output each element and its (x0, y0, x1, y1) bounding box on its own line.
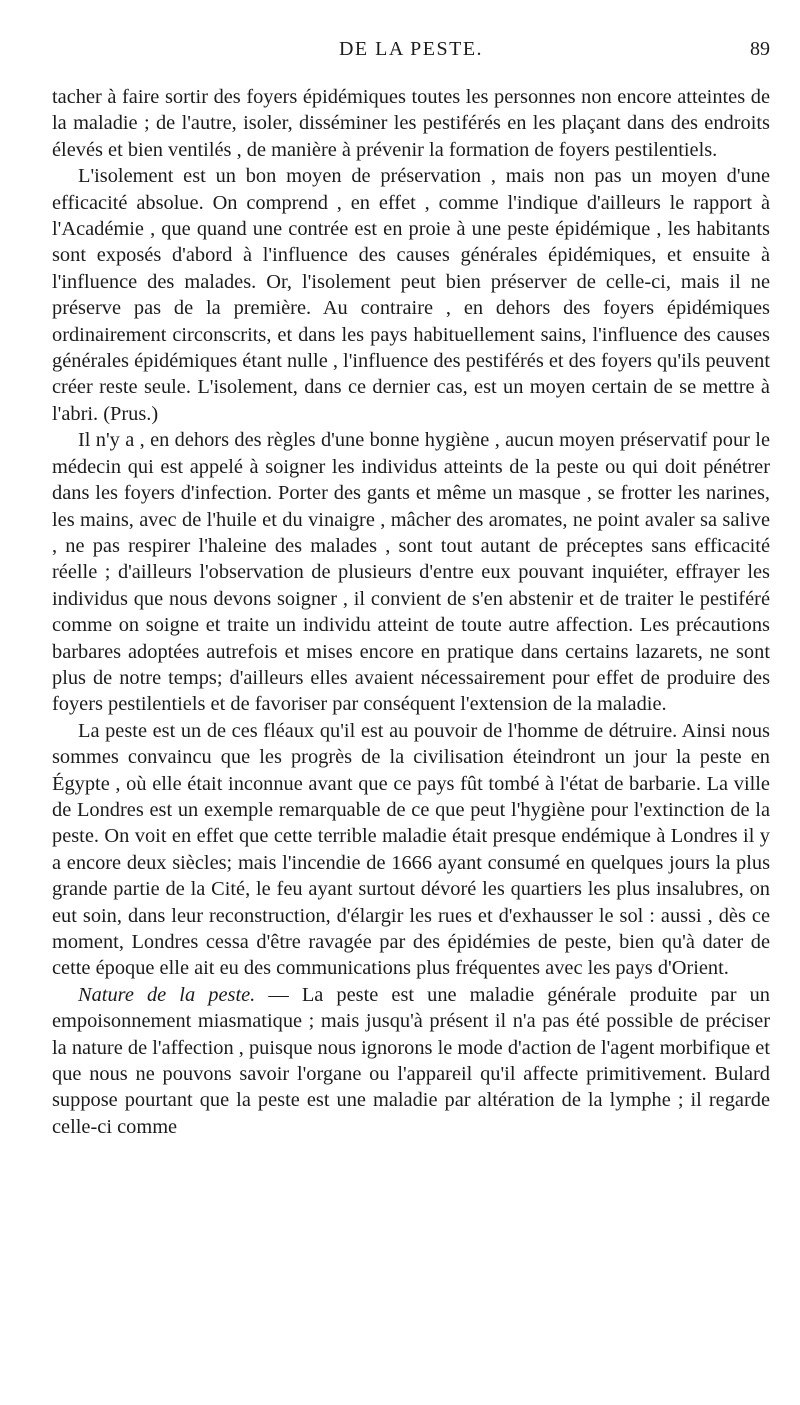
section-heading-nature: Nature de la peste. (78, 983, 256, 1006)
book-page (52, 0, 770, 1405)
paragraph-isolement: L'isolement est un bon moyen de préservation , mais non pas un moyen d'une efficacité absolue. On comprend , en effet , comme l'indique d'ailleurs le rapport à l'Académie , que quand une contrée est en proie à une peste épidémique , les habitants sont exposés d'abord à l'influence des causes générales épidémiques, et ensuite à l'influence des malades. Or, l'isolement peut bien préserver de celle-ci, mais il ne préserve pas de la première. Au contraire , en dehors des foyers épidémiques ordinairement circonscrits, et dans les pays habituellement sains, l'influence des causes générales épidémiques étant nulle , l'influence des pestiférés et des foyers qu'ils peuvent créer reste seule. L'isolement, dans ce dernier cas, est un moyen certain de se mettre à l'abri. (Prus.) (52, 165, 770, 425)
body-text (52, 84, 770, 1140)
paragraph-nature-text: — La peste est une maladie générale produite par un empoisonnement miasmatique ; mais jusqu'à présent il n'a pas été possible de préciser la nature de l'affection , puisque nous ignorons le mode d'action de l'agent morbifique et que nous ne pouvons savoir l'organe ou l'appareil qu'il affecte primitivement. Bulard suppose pourtant que la peste est une maladie par altération de la lymphe ; il regarde celle-ci comme (52, 983, 771, 1138)
page-header (52, 38, 770, 68)
paragraph-nature-de-la-peste (52, 982, 770, 1140)
paragraph-londres: La peste est un de ces fléaux qu'il est au pouvoir de l'homme de détruire. Ainsi nous sommes convaincu que les progrès de la civilisation éteindront un jour la peste en Égypte , où elle était inconnue avant que ce pays fût tombé à l'état de barbarie. La ville de Londres est un exemple remarquable de ce que peut l'hygiène pour l'extinction de la peste. On voit en effet que cette terrible maladie était presque endémique à Londres il y a encore deux siècles; mais l'incendie de 1666 ayant consumé en quelques jours la plus grande partie de la Cité, le feu ayant surtout dévoré les quartiers les plus insalubres, on eut soin, dans leur reconstruction, d'élargir les rues et d'exhausser le sol : aussi , dès ce moment, Londres cessa d'être ravagée par des épidémies de peste, bien qu'à dater de cette époque elle ait eu des communications plus fréquentes avec les pays d'Orient. (52, 719, 770, 980)
paragraph-moyen-preservatif: Il n'y a , en dehors des règles d'une bonne hygiène , aucun moyen préservatif pour le médecin qui est appelé à soigner les individus atteints de la peste ou qui doit pénétrer dans les foyers d'infection. Porter des gants et même un masque , se frotter les narines, les mains, avec de l'huile et du vinaigre , mâcher des aromates, ne point avaler sa salive , ne pas respirer l'haleine des malades , sont tout autant de préceptes sans efficacité réelle ; d'ailleurs l'observation de plusieurs d'entre eux pouvant inquiéter, effrayer les individus que nous devons soigner , il convient de s'en abstenir et de traiter le pestiféré comme on soigne et traite un individu atteint de toute autre affection. Les précautions barbares adoptées autrefois et mises encore en pratique dans certains lazarets, ne sont plus de notre temps; d'ailleurs elles avaient nécessairement pour effet de produire des foyers pestilentiels et de favoriser par conséquent l'extension de la maladie. (52, 429, 770, 716)
paragraph-continuation: tacher à faire sortir des foyers épidémiques toutes les personnes non encore atteintes de la maladie ; de l'autre, isoler, disséminer les pestiférés en les plaçant dans des endroits élevés et bien ventilés , de manière à prévenir la formation de foyers pestilentiels. (52, 86, 770, 161)
page-number: 89 (750, 38, 770, 60)
running-title: DE LA PESTE. (338, 38, 484, 60)
